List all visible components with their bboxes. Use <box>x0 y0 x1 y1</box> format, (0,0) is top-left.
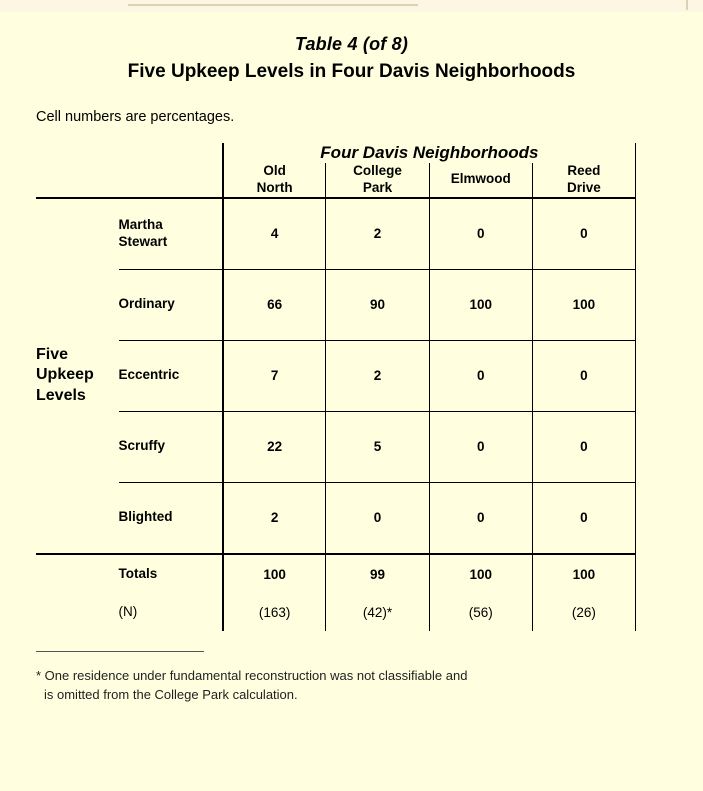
cell-martha-reed-drive: 0 <box>532 198 635 270</box>
column-header-college-park-line2: Park <box>362 179 393 195</box>
cell-totals-college-park: 99 <box>326 554 429 595</box>
cell-ordinary-old-north: 66 <box>223 269 326 340</box>
column-header-elmwood-line1: Elmwood <box>450 171 511 187</box>
stub-line-3: Levels <box>36 387 86 405</box>
cell-eccentric-reed-drive: 0 <box>532 340 635 411</box>
table-row <box>36 482 636 554</box>
cell-totals-elmwood: 100 <box>429 554 532 595</box>
row-label-martha-stewart-line2: Stewart <box>118 233 168 249</box>
row-label-martha-stewart-line1: Martha <box>118 216 163 232</box>
column-header-college-park-line1: College <box>353 163 402 178</box>
table-title-block <box>0 34 703 83</box>
footnote <box>36 666 703 705</box>
page-title: Five Upkeep Levels in Four Davis Neighborhoods <box>127 61 576 82</box>
row-label-martha-stewart <box>119 198 223 270</box>
row-label-totals: Totals <box>119 554 223 595</box>
table-row <box>36 269 636 340</box>
upkeep-levels-table <box>36 143 636 631</box>
page-top-rule-left <box>128 4 418 6</box>
cell-blighted-elmwood: 0 <box>429 482 532 554</box>
row-label-n: (N) <box>118 604 138 620</box>
units-note: Cell numbers are percentages. <box>36 109 235 125</box>
table-row <box>36 198 636 270</box>
footnote-line-2: is omitted from the College Park calculation. <box>44 687 298 703</box>
document-page <box>0 12 703 791</box>
cell-scruffy-reed-drive: 0 <box>532 411 635 482</box>
footnote-rule <box>36 651 204 652</box>
cell-blighted-college-park: 0 <box>326 482 429 554</box>
cell-n-college-park: (42)* <box>326 595 429 631</box>
cell-ordinary-elmwood: 100 <box>429 269 532 340</box>
cell-eccentric-old-north: 7 <box>223 340 326 411</box>
row-label-blighted: Blighted <box>119 482 223 554</box>
row-label-scruffy: Scruffy <box>119 411 223 482</box>
table-row <box>36 411 636 482</box>
column-header-reed-drive-line1: Reed <box>567 163 601 178</box>
cell-eccentric-elmwood: 0 <box>429 340 532 411</box>
group-header-neighborhoods: Four Davis Neighborhoods <box>223 143 636 163</box>
cell-blighted-old-north: 2 <box>223 482 326 554</box>
stub-five-upkeep-levels <box>36 198 119 554</box>
column-header-reed-drive-line2: Drive <box>567 179 601 195</box>
cell-martha-old-north: 4 <box>223 198 326 270</box>
column-header-old-north-line2: North <box>256 179 293 195</box>
cell-martha-elmwood: 0 <box>429 198 532 270</box>
cell-scruffy-college-park: 5 <box>326 411 429 482</box>
table-n-row <box>36 595 636 631</box>
header-blank-level <box>119 163 223 198</box>
column-header-college-park <box>326 163 429 198</box>
cell-scruffy-elmwood: 0 <box>429 411 532 482</box>
table-group-header-row <box>36 143 636 163</box>
column-header-elmwood <box>429 163 532 198</box>
footnote-line-1: * One residence under fundamental reconstruction was not classifiable and <box>36 667 468 683</box>
row-label-ordinary: Ordinary <box>119 269 223 340</box>
stub-line-2: Upkeep <box>36 366 94 384</box>
cell-totals-old-north: 100 <box>223 554 326 595</box>
stub-line-1: Five <box>36 345 69 363</box>
table-totals-row <box>36 554 636 595</box>
row-label-eccentric: Eccentric <box>119 340 223 411</box>
corner-cell-blank-2 <box>119 143 223 163</box>
column-header-old-north-line1: Old <box>263 163 286 178</box>
column-header-reed-drive <box>532 163 635 198</box>
table-number: Table 4 (of 8) <box>294 34 409 54</box>
cell-n-elmwood: (56) <box>429 595 532 631</box>
totals-stub-blank <box>36 554 119 595</box>
table-row <box>36 340 636 411</box>
cell-n-old-north: (163) <box>223 595 326 631</box>
cell-eccentric-college-park: 2 <box>326 340 429 411</box>
header-blank-stub <box>36 163 119 198</box>
column-header-old-north <box>223 163 326 198</box>
cell-ordinary-college-park: 90 <box>326 269 429 340</box>
cell-totals-reed-drive: 100 <box>532 554 635 595</box>
cell-n-reed-drive: (26) <box>532 595 635 631</box>
table-column-header-row <box>36 163 636 198</box>
cell-ordinary-reed-drive: 100 <box>532 269 635 340</box>
cell-blighted-reed-drive: 0 <box>532 482 635 554</box>
cell-martha-college-park: 2 <box>326 198 429 270</box>
corner-cell-blank <box>36 143 119 163</box>
n-stub-blank <box>36 595 119 631</box>
page-top-rule-right <box>686 0 688 10</box>
cell-scruffy-old-north: 22 <box>223 411 326 482</box>
